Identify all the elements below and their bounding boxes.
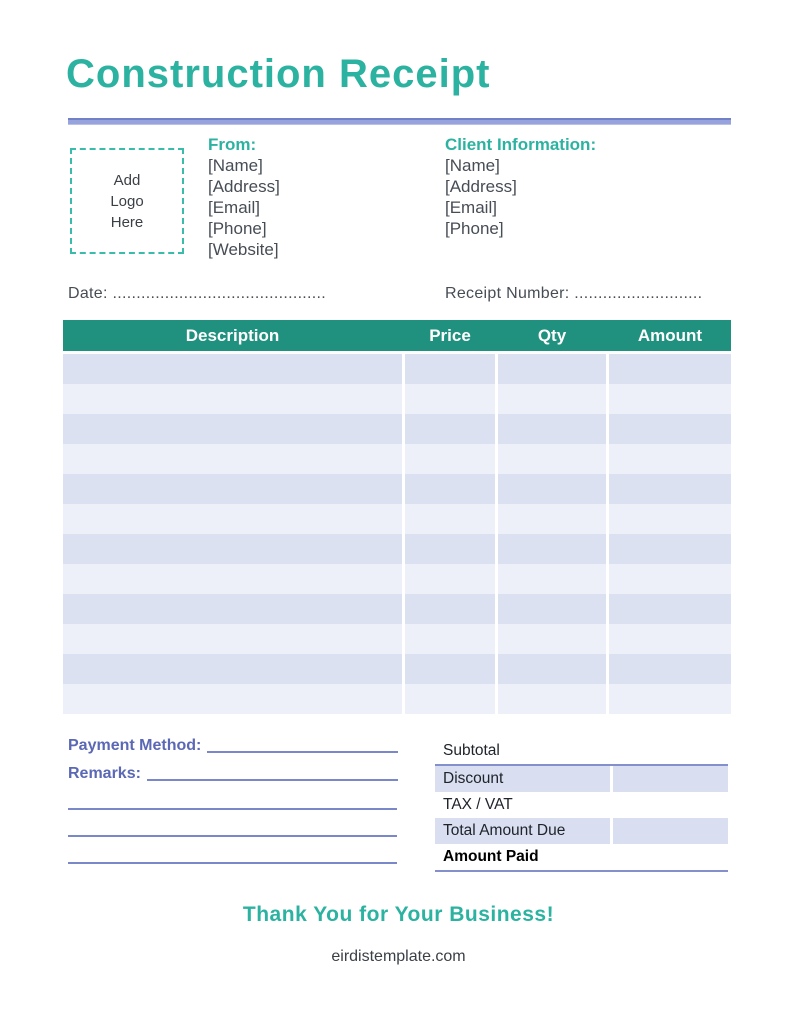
- table-cell[interactable]: [405, 564, 495, 594]
- table-cell[interactable]: [609, 624, 731, 654]
- summary-row-subtotal: [435, 738, 728, 766]
- column-header-description: Description: [185, 325, 280, 345]
- table-cell[interactable]: [498, 564, 606, 594]
- client-email-field: [Email]: [445, 198, 497, 217]
- table-cell[interactable]: [498, 684, 606, 714]
- summary-row-total-due: [435, 818, 728, 844]
- page-title: Construction Receipt: [66, 52, 491, 96]
- table-cell[interactable]: [63, 414, 402, 444]
- from-address-field: [Address]: [208, 177, 280, 196]
- total-amount-due-label: Total Amount Due: [435, 818, 610, 844]
- table-cell[interactable]: [609, 564, 731, 594]
- total-amount-due-value-cell[interactable]: [613, 818, 728, 844]
- payment-method-label: Payment Method:: [68, 737, 202, 754]
- client-phone-field: [Phone]: [445, 219, 504, 238]
- from-name-field: [Name]: [208, 156, 263, 175]
- table-cell[interactable]: [63, 384, 402, 414]
- column-header-qty: Qty: [537, 325, 567, 345]
- line-items-table: [63, 320, 731, 714]
- date-dotted-line[interactable]: .............................................: [112, 285, 327, 302]
- table-header-row: [63, 320, 731, 351]
- table-row: [63, 384, 731, 414]
- table-row: [63, 474, 731, 504]
- from-phone-field: [Phone]: [208, 219, 267, 238]
- totals-summary: [435, 738, 728, 872]
- table-row: [63, 594, 731, 624]
- table-cell[interactable]: [405, 354, 495, 384]
- add-logo-placeholder[interactable]: [70, 148, 184, 254]
- client-section: [445, 134, 596, 239]
- amount-paid-label: Amount Paid: [443, 848, 539, 865]
- table-cell[interactable]: [498, 444, 606, 474]
- table-row: [63, 414, 731, 444]
- table-row: [63, 504, 731, 534]
- client-heading: Client Information:: [445, 135, 597, 154]
- table-cell[interactable]: [609, 654, 731, 684]
- table-row: [63, 534, 731, 564]
- table-cell[interactable]: [405, 474, 495, 504]
- table-row: [63, 624, 731, 654]
- remarks-input-line[interactable]: [147, 765, 398, 781]
- remarks-extra-line[interactable]: [68, 862, 397, 864]
- table-cell[interactable]: [63, 354, 402, 384]
- website-footer: eirdistemplate.com: [331, 948, 466, 965]
- table-cell[interactable]: [63, 474, 402, 504]
- client-address-field: [Address]: [445, 177, 517, 196]
- subtotal-value-cell[interactable]: [613, 738, 728, 764]
- table-cell[interactable]: [405, 624, 495, 654]
- table-cell[interactable]: [405, 654, 495, 684]
- client-name-field: [Name]: [445, 156, 500, 175]
- payment-method-input-line[interactable]: [207, 737, 398, 753]
- add-logo-label: Add Logo Here: [110, 171, 144, 231]
- remarks-label: Remarks:: [68, 765, 141, 782]
- table-cell[interactable]: [609, 444, 731, 474]
- table-row: [63, 564, 731, 594]
- table-cell[interactable]: [405, 594, 495, 624]
- table-cell[interactable]: [405, 504, 495, 534]
- table-cell[interactable]: [63, 534, 402, 564]
- table-cell[interactable]: [405, 384, 495, 414]
- items-table-body: [63, 354, 731, 714]
- discount-label: Discount: [435, 766, 610, 792]
- receipt-number-line: [445, 285, 702, 303]
- table-cell[interactable]: [609, 594, 731, 624]
- receipt-number-label: Receipt Number:: [445, 285, 570, 302]
- from-email-field: [Email]: [208, 198, 260, 217]
- table-cell[interactable]: [498, 474, 606, 504]
- table-cell[interactable]: [63, 564, 402, 594]
- thank-you-message: Thank You for Your Business!: [242, 903, 555, 926]
- summary-row-discount: [435, 766, 728, 792]
- from-website-field: [Website]: [208, 240, 279, 259]
- header-divider: [68, 118, 731, 125]
- table-cell[interactable]: [63, 594, 402, 624]
- table-cell[interactable]: [63, 654, 402, 684]
- table-cell[interactable]: [609, 384, 731, 414]
- receipt-number-dotted-line[interactable]: ...........................: [574, 285, 703, 302]
- table-cell[interactable]: [498, 624, 606, 654]
- table-cell[interactable]: [63, 504, 402, 534]
- table-cell[interactable]: [498, 594, 606, 624]
- table-cell[interactable]: [405, 444, 495, 474]
- remarks-row: [68, 765, 398, 783]
- table-cell[interactable]: [498, 534, 606, 564]
- table-row: [63, 654, 731, 684]
- table-cell[interactable]: [405, 414, 495, 444]
- table-cell[interactable]: [609, 534, 731, 564]
- table-cell[interactable]: [498, 384, 606, 414]
- from-section: [208, 134, 280, 260]
- from-heading: From:: [208, 135, 257, 154]
- table-cell[interactable]: [609, 474, 731, 504]
- table-row: [63, 444, 731, 474]
- remarks-extra-line[interactable]: [68, 808, 397, 810]
- table-cell[interactable]: [405, 684, 495, 714]
- remarks-extra-line[interactable]: [68, 835, 397, 837]
- table-cell[interactable]: [609, 684, 731, 714]
- table-row: [63, 354, 731, 384]
- table-cell[interactable]: [63, 624, 402, 654]
- table-cell[interactable]: [609, 354, 731, 384]
- subtotal-label: Subtotal: [443, 742, 500, 759]
- tax-vat-label: TAX / VAT: [443, 796, 513, 813]
- tax-vat-value-cell[interactable]: [613, 792, 728, 818]
- amount-paid-value-cell[interactable]: [613, 844, 728, 870]
- table-cell[interactable]: [609, 504, 731, 534]
- summary-row-amount-paid: [435, 844, 728, 872]
- table-cell[interactable]: [63, 444, 402, 474]
- discount-value-cell[interactable]: [613, 766, 728, 792]
- table-row: [63, 684, 731, 714]
- column-header-amount: Amount: [637, 325, 703, 345]
- table-cell[interactable]: [498, 414, 606, 444]
- table-cell[interactable]: [498, 654, 606, 684]
- date-label: Date:: [68, 285, 108, 302]
- table-cell[interactable]: [498, 504, 606, 534]
- table-cell[interactable]: [405, 534, 495, 564]
- column-header-price: Price: [429, 325, 471, 345]
- table-cell[interactable]: [498, 354, 606, 384]
- payment-method-row: [68, 737, 398, 755]
- table-cell[interactable]: [609, 414, 731, 444]
- table-cell[interactable]: [63, 684, 402, 714]
- summary-row-tax: [435, 792, 728, 818]
- date-line: [68, 285, 326, 303]
